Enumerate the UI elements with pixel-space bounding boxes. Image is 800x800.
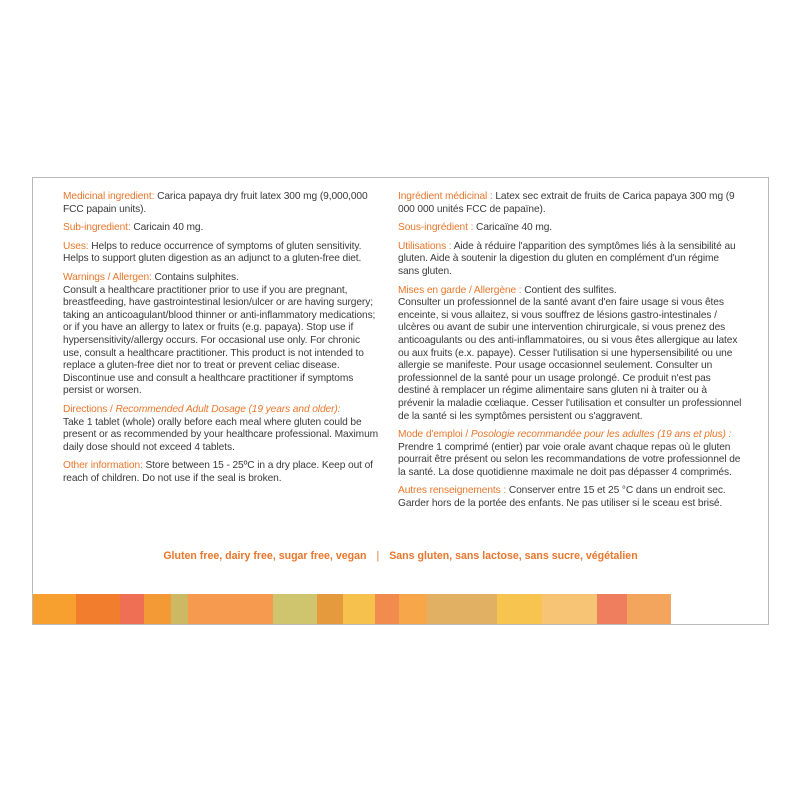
fr-other-text: Conserver entre 15 et 25 °C dans un endroit sec. Garder hors de la portée des enfants. Ne pas utiliser si le sceau est brisé. xyxy=(398,485,726,510)
fr-medicinal-label: Ingrédient médicinal : xyxy=(398,191,493,202)
french-column xyxy=(398,191,742,517)
en-other-label: Other information: xyxy=(63,460,143,472)
en-directions-dosage-label: Recommended Adult Dosage (19 years and older): xyxy=(115,403,341,415)
color-stripe xyxy=(171,594,188,624)
color-stripe xyxy=(188,594,233,624)
color-stripe xyxy=(120,594,144,624)
color-stripe xyxy=(233,594,273,624)
english-column xyxy=(63,191,379,491)
claims-french: Sans gluten, sans lactose, sans sucre, végétalien xyxy=(389,550,638,562)
fr-directions-dosage-label: Posologie recommandée pour les adultes (19 ans et plus) : xyxy=(470,429,732,441)
en-uses-text: Helps to reduce occurrence of symptoms of gluten sensitivity. Helps to support gluten digestion as an adjunct to a gluten-free diet. xyxy=(63,240,362,265)
fr-sub-label: Sous-ingrédient : xyxy=(398,222,474,234)
en-warnings-text: Contains sulphites. xyxy=(151,271,239,283)
color-stripe-band xyxy=(33,594,768,624)
color-stripe xyxy=(497,594,542,624)
en-warnings-label: Warnings / Allergen: xyxy=(63,271,152,283)
color-stripe xyxy=(542,594,597,624)
fr-medicinal-text: Latex sec extrait de fruits de Carica papaya 300 mg (9 000 000 unités FCC de papaïne). xyxy=(398,191,735,215)
en-other-text: Store between 15 - 25ºC in a dry place. Keep out of reach of children. Do not use if the seal is broken. xyxy=(63,460,373,484)
en-warnings-section xyxy=(63,272,379,398)
dietary-claims-line xyxy=(33,550,768,562)
fr-directions-label: Mode d'emploi / xyxy=(398,429,471,441)
color-stripe xyxy=(375,594,399,624)
color-stripe xyxy=(273,594,317,624)
color-stripe xyxy=(76,594,120,624)
en-medicinal-text: Carica papaya dry fruit latex 300 mg (9,000,000 FCC papain units). xyxy=(63,191,368,215)
fr-medicinal-section xyxy=(398,191,742,216)
en-uses-label: Uses: xyxy=(63,240,89,252)
en-directions-text: Take 1 tablet (whole) orally before each meal where gluten could be present or as recommended by your healthcare professional. Maximum daily dose should not exceed 4 tablets. xyxy=(63,416,379,453)
fr-uses-section xyxy=(398,241,742,279)
en-uses-section xyxy=(63,241,379,266)
fr-sub-text: Caricaïne 40 mg. xyxy=(473,222,553,234)
en-sub-section xyxy=(63,222,379,235)
claims-separator: | xyxy=(376,550,380,562)
color-stripe xyxy=(144,594,171,624)
en-warnings-body: Consult a healthcare practitioner prior to use if you are pregnant, breastfeeding, have gastrointestinal lesion/ulcer or are having surgery; taking an anticoagulant/blood thinner or anti-inflammatory medications; or if you have an allergy to latex or fruits (e.g. papaya). Stop use if hypersensitivity/allergy occurs. For occasional use only. For chronic use, consult a healthcare practitioner. This product is not intended to replace a gluten-free diet nor to treat or prevent celiac disease. Discontinue use and consult a healthcare practitioner if symptoms persist or worsen. xyxy=(63,284,376,397)
fr-uses-text: Aide à réduire l'apparition des symptômes liés à la sensibilité au gluten. Aide à soutenir la digestion du gluten en complément d'un régime sans gluten. xyxy=(398,240,736,277)
en-medicinal-label: Medicinal ingredient: xyxy=(63,191,155,202)
color-stripe xyxy=(597,594,627,624)
en-sub-text: Caricain 40 mg. xyxy=(130,222,204,234)
fr-directions-section xyxy=(398,429,742,479)
en-sub-label: Sub-ingredient: xyxy=(63,222,131,234)
fr-warnings-text: Contient des sulfites. xyxy=(521,284,617,296)
label-panel xyxy=(32,177,769,625)
fr-warnings-body: Consulter un professionnel de la santé avant d'en faire usage si vous êtes enceinte, si vous allaitez, si vous souffrez de lésions gastro-intestinales / ulcères ou avant de subir une intervention chirurgicale, si vous prenez des anticoagulants ou des anti-inflammatoires, ou si vous êtes allergique au latex ou aux fruits (e.x. papaye). Cesser l'utilisation si une hypersensibilité ou une allergie se manifeste. Pour usage occasionnel seulement. Consulter un professionnel de la santé pour un usage prolongé. Ce produit n'est pas destiné à remplacer un régime alimentaire sans gluten ni à traiter ou à prévenir la maladie cœliaque. Cesser l'utilisation et consulter un professionnel de la santé si les symptômes persistent ou s'aggravent. xyxy=(398,297,742,422)
fr-warnings-section xyxy=(398,285,742,424)
fr-other-section xyxy=(398,485,742,510)
fr-other-label: Autres renseignements : xyxy=(398,485,507,497)
fr-sub-section xyxy=(398,222,742,235)
fr-warnings-label: Mises en garde / Allergène : xyxy=(398,284,522,296)
color-stripe xyxy=(627,594,671,624)
color-stripe xyxy=(343,594,375,624)
color-stripe xyxy=(317,594,343,624)
fr-directions-text: Prendre 1 comprimé (entier) par voie orale avant chaque repas où le gluten pourrait être présent ou selon les recommandations de votre professionnel de la santé. La dose quotidienne maximale ne doit pas dépasser 4 comprimés. xyxy=(398,441,741,478)
fr-uses-label: Utilisations : xyxy=(398,240,452,252)
color-stripe xyxy=(399,594,427,624)
en-directions-label: Directions / xyxy=(63,403,116,415)
en-directions-section xyxy=(63,404,379,454)
en-medicinal-section xyxy=(63,191,379,216)
color-stripe xyxy=(427,594,497,624)
en-other-section xyxy=(63,460,379,485)
color-stripe xyxy=(33,594,76,624)
claims-english: Gluten free, dairy free, sugar free, vegan xyxy=(163,550,367,562)
